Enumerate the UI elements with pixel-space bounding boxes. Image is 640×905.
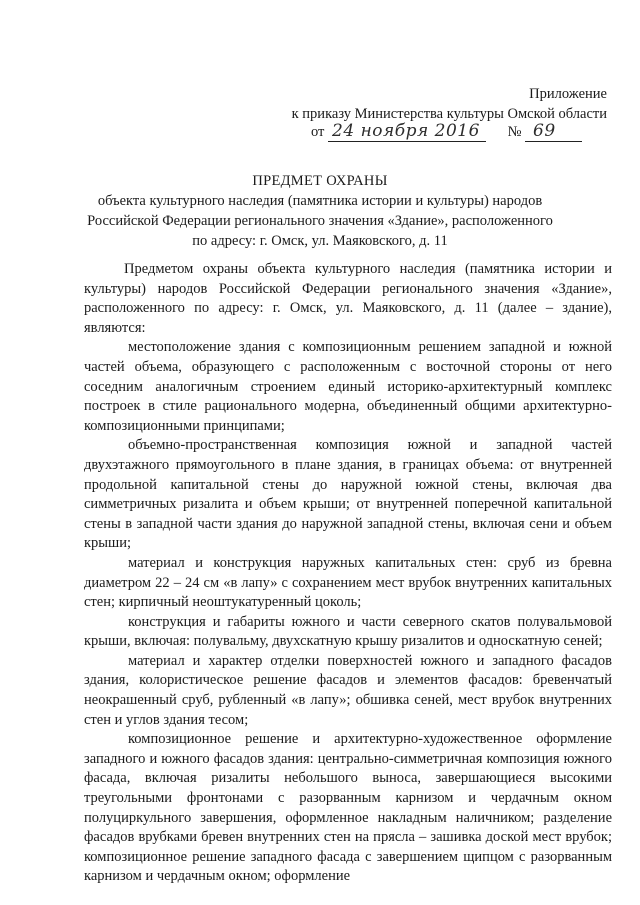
protection-item: объемно-пространственная композиция южной и западной частей двухэтажного прямоугольного в плане здания, в границах объема: от внутренней продольной капитальной стены до наружной южной стены, включая два симметричных ризалита и объем крыши; от внутренней поперечной капитальной стены в западной части здания до наружной западной стены, включая сени и объем крыши; bbox=[84, 437, 612, 552]
appendix-header bbox=[292, 84, 607, 124]
number-field bbox=[525, 122, 582, 142]
order-date-line bbox=[311, 122, 582, 142]
protection-item: местоположение здания с композиционным решением западной и южной частей объема, образующего с расположенным с восточной стороны от него соседним аналогичным строением единый историко-архитектурный комплекс построек в стиле рационального модерна, объединенный общими архитектурно-композиционными принципами; bbox=[84, 339, 612, 434]
document-body bbox=[84, 260, 612, 887]
protection-item: композиционное решение и архитектурно-художественное оформление западного и южного фасадов здания: центрально-симметричная композиция южного фасада, включая ризалиты небольшого выноса, завершающиеся высокими треугольными фронтонами с разорванным карнизом и чердачным окном полуциркульного завершения, оформленное накладным наличником; разделение фасадов врубками бревен внутренних стен на прясла – зашивка доской мест врубок; композиционное решение западного фасада с завершением щипцом с разорванным карнизом и чердачным окном; оформление bbox=[84, 731, 612, 885]
title-heading: ПРЕДМЕТ ОХРАНЫ bbox=[252, 173, 388, 189]
handwritten-number: 69 bbox=[533, 121, 556, 141]
date-field bbox=[328, 122, 486, 142]
appendix-order-ref: к приказу Министерства культуры Омской области bbox=[291, 106, 607, 122]
document-title bbox=[0, 171, 640, 251]
title-subtitle-line-3: по адресу: г. Омск, ул. Маяковского, д. 11 bbox=[192, 233, 448, 249]
handwritten-date: 24 ноября 2016 bbox=[332, 121, 480, 141]
intro-paragraph: Предметом охраны объекта культурного наследия (памятника истории и культуры) народов Российской Федерации регионального значения «Здание», расположенного по адресу: г. Омск, ул. Маяковского, д. 11 (далее – здание), являются: bbox=[84, 261, 612, 336]
title-subtitle-line-1: объекта культурного наследия (памятника истории и культуры) народов bbox=[97, 193, 543, 209]
date-prefix: от bbox=[311, 124, 325, 140]
protection-item: конструкция и габариты южного и части северного скатов полувальмовой крыши, включая: полувальму, двухскатную крышу ризалитов и односкатную сеней; bbox=[84, 613, 612, 650]
title-subtitle-line-2: Российской Федерации регионального значения «Здание», расположенного bbox=[87, 213, 553, 229]
number-prefix: № bbox=[507, 124, 522, 140]
appendix-label: Приложение bbox=[529, 86, 607, 102]
protection-item: материал и конструкция наружных капитальных стен: сруб из бревна диаметром 22 – 24 см «в лапу» с сохранением мест врубок внутренних капитальных стен; кирпичный неоштукатуренный цоколь; bbox=[84, 554, 612, 611]
protection-item: материал и характер отделки поверхностей южного и западного фасадов здания, колористическое решение фасадов и элементов фасадов: бревенчатый неокрашенный сруб, рубленный «в лапу»; обшивка сеней, мест врубок внутренних стен и углов здания тесом; bbox=[84, 652, 612, 728]
